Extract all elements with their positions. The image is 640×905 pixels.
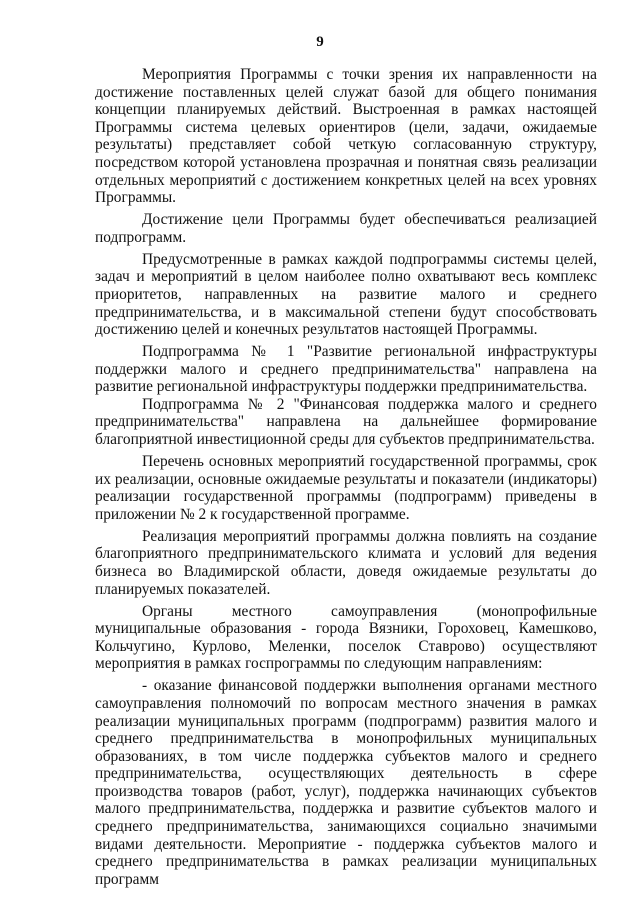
paragraph: Подпрограмма № 2 "Финансовая поддержка малого и среднего предпринимательства" направлена на дальнейшее формирование благоприятной инвестиционной среды для субъектов предпринимательства. (95, 395, 597, 449)
paragraph: Достижение цели Программы будет обеспечиваться реализацией подпрограмм. (95, 211, 597, 246)
paragraph: Органы местного самоуправления (монопрофильные муниципальные образования - города Вязники, Гороховец, Камешково, Кольчугино, Курлово, Меленки, поселок Ставрово) осуществляют мероприятия в рамках госпрограммы по следующим направлениям: (95, 602, 597, 673)
paragraph: Перечень основных мероприятий государственной программы, срок их реализации, основные ожидаемые результаты и показатели (индикаторы) реализации государственной программы (подпрограмм) приведены в приложении № 2 к государственной программе. (95, 453, 597, 523)
page-number: 9 (316, 34, 324, 50)
paragraph: Подпрограмма № 1 "Развитие региональной инфраструктуры поддержки малого и среднего предпринимательства" направлена на развитие региональной инфраструктуры поддержки предпринимательства. (95, 343, 597, 396)
paragraph: Реализация мероприятий программы должна повлиять на создание благоприятного предпринимательского климата и условий для ведения бизнеса во Владимирской области, доведя ожидаемые результаты до планируемых показателей. (95, 527, 597, 598)
document-body (95, 66, 597, 888)
paragraph: Предусмотренные в рамках каждой подпрограммы системы целей, задач и мероприятий в целом наиболее полно охватывают весь комплекс приоритетов, направленных на развитие малого и среднего предпринимательства, и в максимальной степени будут способствовать достижению целей и конечных результатов настоящей Программы. (95, 250, 597, 339)
paragraph: Мероприятия Программы с точки зрения их направленности на достижение поставленных целей служат базой для общего понимания концепции планируемых действий. Выстроенная в рамках настоящей Программы система целевых ориентиров (цели, задачи, ожидаемые результаты) представляет собой четкую согласованную структуру, посредством которой установлена прозрачная и понятная связь реализации отдельных мероприятий с достижением конкретных целей на всех уровнях Программы. (95, 66, 597, 207)
paragraph: - оказание финансовой поддержки выполнения органами местного самоуправления полномочий по вопросам местного значения в рамках реализации муниципальных программ (подпрограмм) развития малого и среднего предпринимательства в монопрофильных муниципальных образованиях, в том числе поддержка субъектов малого и среднего предпринимательства, осуществляющих деятельность в сфере производства товаров (работ, услуг), поддержка начинающих субъектов малого предпринимательства, поддержка и развитие субъектов малого и среднего предпринимательства, занимающихся социально значимыми видами деятельности. Мероприятие - поддержка субъектов малого и среднего предпринимательства в рамках реализации муниципальных программ (95, 677, 597, 888)
